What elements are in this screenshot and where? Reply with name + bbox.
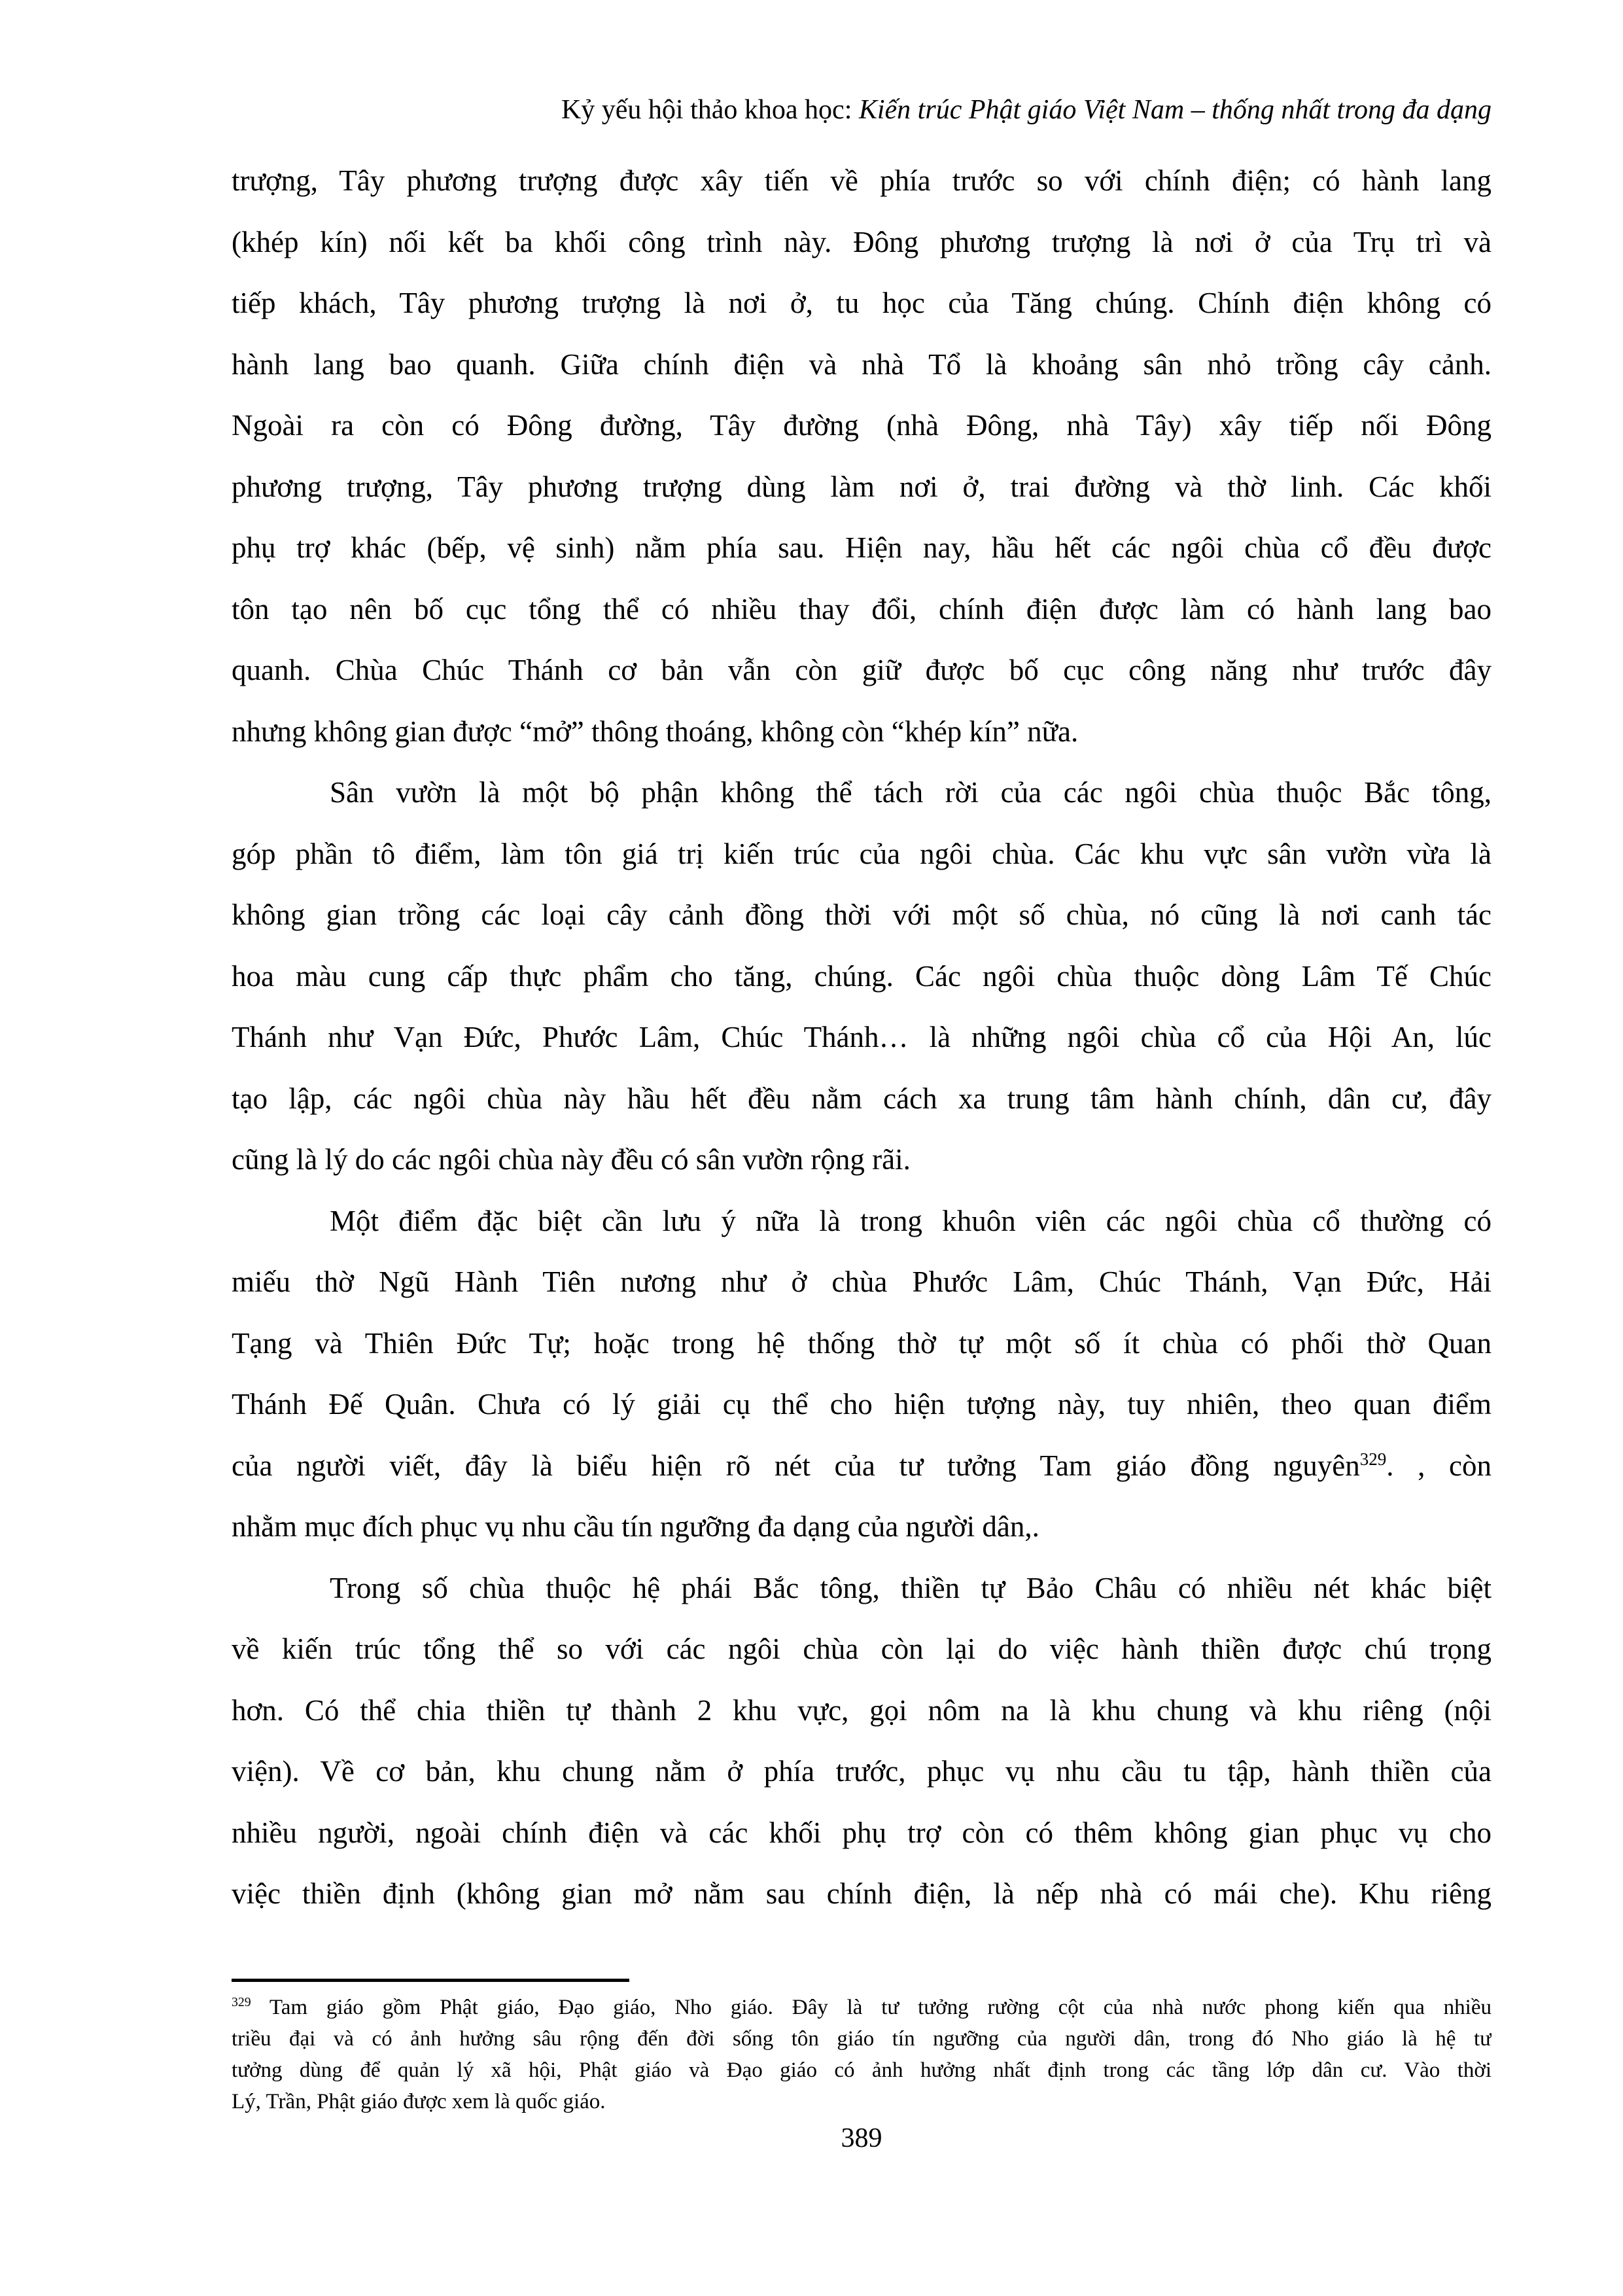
text-line: không gian trồng các loại cây cảnh đồng thời với một số chùa, nó cũng là nơi canh tác [232,898,1492,931]
footnote-text [232,1992,1492,2117]
text-line: triều đại và có ảnh hưởng sâu rộng đến đời sống tôn giáo tín ngưỡng của người dân, trong đó Nho giáo là hệ tư [232,2027,1492,2051]
text-line: Sân vườn là một bộ phận không thể tách rời của các ngôi chùa thuộc Bắc tông, [330,776,1492,809]
paragraph [232,762,1492,1191]
text-line: quanh. Chùa Chúc Thánh cơ bản vẫn còn giữ được bố cục công năng như trước đây [232,654,1492,686]
text-line: về kiến trúc tổng thể so với các ngôi chùa còn lại do việc hành thiền được chú trọng [232,1633,1492,1665]
text-line: miếu thờ Ngũ Hành Tiên nương như ở chùa Phước Lâm, Chúc Thánh, Vạn Đức, Hải [232,1265,1492,1298]
text-line: việc thiền định (không gian mở nằm sau chính điện, là nếp nhà có mái che). Khu riêng [232,1877,1492,1910]
text-run: Tam giáo gồm Phật giáo, Đạo giáo, Nho giáo. Đây là tư tưởng rường cột của nhà nước phong kiến qua nhiều [251,1996,1492,2019]
text-line: cũng là lý do các ngôi chùa này đều có sân vườn rộng rãi. [232,1143,911,1176]
text-line: Lý, Trần, Phật giáo được xem là quốc giáo. [232,2090,606,2113]
text-line: nhằm mục đích phục vụ nhu cầu tín ngưỡng đa dạng của người dân,. [232,1510,1039,1543]
text-line: Một điểm đặc biệt cần lưu ý nữa là trong khuôn viên các ngôi chùa cổ thường có [330,1204,1492,1237]
text-line: trượng, Tây phương trượng được xây tiến về phía trước so với chính điện; có hành lang [232,164,1492,197]
text-line: phương trượng, Tây phương trượng dùng làm nơi ở, trai đường và thờ linh. Các khối [232,470,1492,503]
running-header [232,89,1492,131]
text-line: (khép kín) nối kết ba khối công trình này. Đông phương trượng là nơi ở của Trụ trì và [232,225,1492,258]
text-line: hành lang bao quanh. Giữa chính điện và nhà Tổ là khoảng sân nhỏ trồng cây cảnh. [232,347,1492,381]
text-line: Ngoài ra còn có Đông đường, Tây đường (nhà Đông, nhà Tây) xây tiếp nối Đông [232,409,1492,442]
text-run: của người viết, đây là biểu hiện rõ nét của tư tưởng Tam giáo đồng nguyên [232,1449,1360,1482]
footnote-separator [232,1979,629,1982]
paragraph [232,1558,1492,1925]
text-run: Kiến trúc Phật giáo Việt Nam – thống nhất trong đa dạng [858,95,1492,125]
text-line: nhiều người, ngoài chính điện và các khối phụ trợ còn có thêm không gian phục vụ cho [232,1816,1492,1849]
text-line: tiếp khách, Tây phương trượng là nơi ở, tu học của Tăng chúng. Chính điện không có [232,287,1492,319]
footnote-ref: 329 [1359,1449,1387,1469]
text-line: tôn tạo nên bố cục tổng thể có nhiều thay đổi, chính điện được làm có hành lang bao [232,592,1492,626]
text-line [232,1436,1492,1497]
text-line: Thánh Đế Quân. Chưa có lý giải cụ thể cho hiện tượng này, tuy nhiên, theo quan điểm [232,1388,1492,1421]
body-text [232,150,1492,1925]
text-line [232,1992,1492,2023]
text-line: Trong số chùa thuộc hệ phái Bắc tông, thiền tự Bảo Châu có nhiều nét khác biệt [330,1571,1492,1604]
text-line: viện). Về cơ bản, khu chung nằm ở phía trước, phục vụ nhu cầu tu tập, hành thiền của [232,1755,1492,1788]
page-number: 389 [841,2123,882,2153]
text-line: tạo lập, các ngôi chùa này hầu hết đều nằm cách xa trung tâm hành chính, dân cư, đây [232,1082,1492,1115]
paragraph [232,150,1492,762]
footnote-ref: 329 [232,1995,251,2009]
text-line: Thánh như Vạn Đức, Phước Lâm, Chúc Thánh… là những ngôi chùa cổ của Hội An, lúc [232,1021,1492,1053]
text-line: Tạng và Thiên Đức Tự; hoặc trong hệ thống thờ tự một số ít chùa có phối thờ Quan [232,1326,1492,1360]
text-line: hơn. Có thể chia thiền tự thành 2 khu vực, gọi nôm na là khu chung và khu riêng (nội [232,1693,1492,1727]
text-run: Kỷ yếu hội thảo khoa học: [561,95,859,125]
text-line: nhưng không gian được “mở” thông thoáng, không còn “khép kín” nữa. [232,715,1079,748]
paragraph [232,1191,1492,1558]
text-line: góp phần tô điểm, làm tôn giá trị kiến trúc của ngôi chùa. Các khu vực sân vườn vừa là [232,837,1492,870]
text-line: hoa màu cung cấp thực phẩm cho tăng, chúng. Các ngôi chùa thuộc dòng Lâm Tế Chúc [232,959,1492,993]
text-line: phụ trợ khác (bếp, vệ sinh) nằm phía sau. Hiện nay, hầu hết các ngôi chùa cổ đều được [232,531,1492,564]
text-run: . , còn [1386,1449,1492,1482]
text-line: tưởng dùng để quản lý xã hội, Phật giáo và Đạo giáo có ảnh hưởng nhất định trong các tầng lớp dân cư. Vào thời [232,2058,1492,2082]
